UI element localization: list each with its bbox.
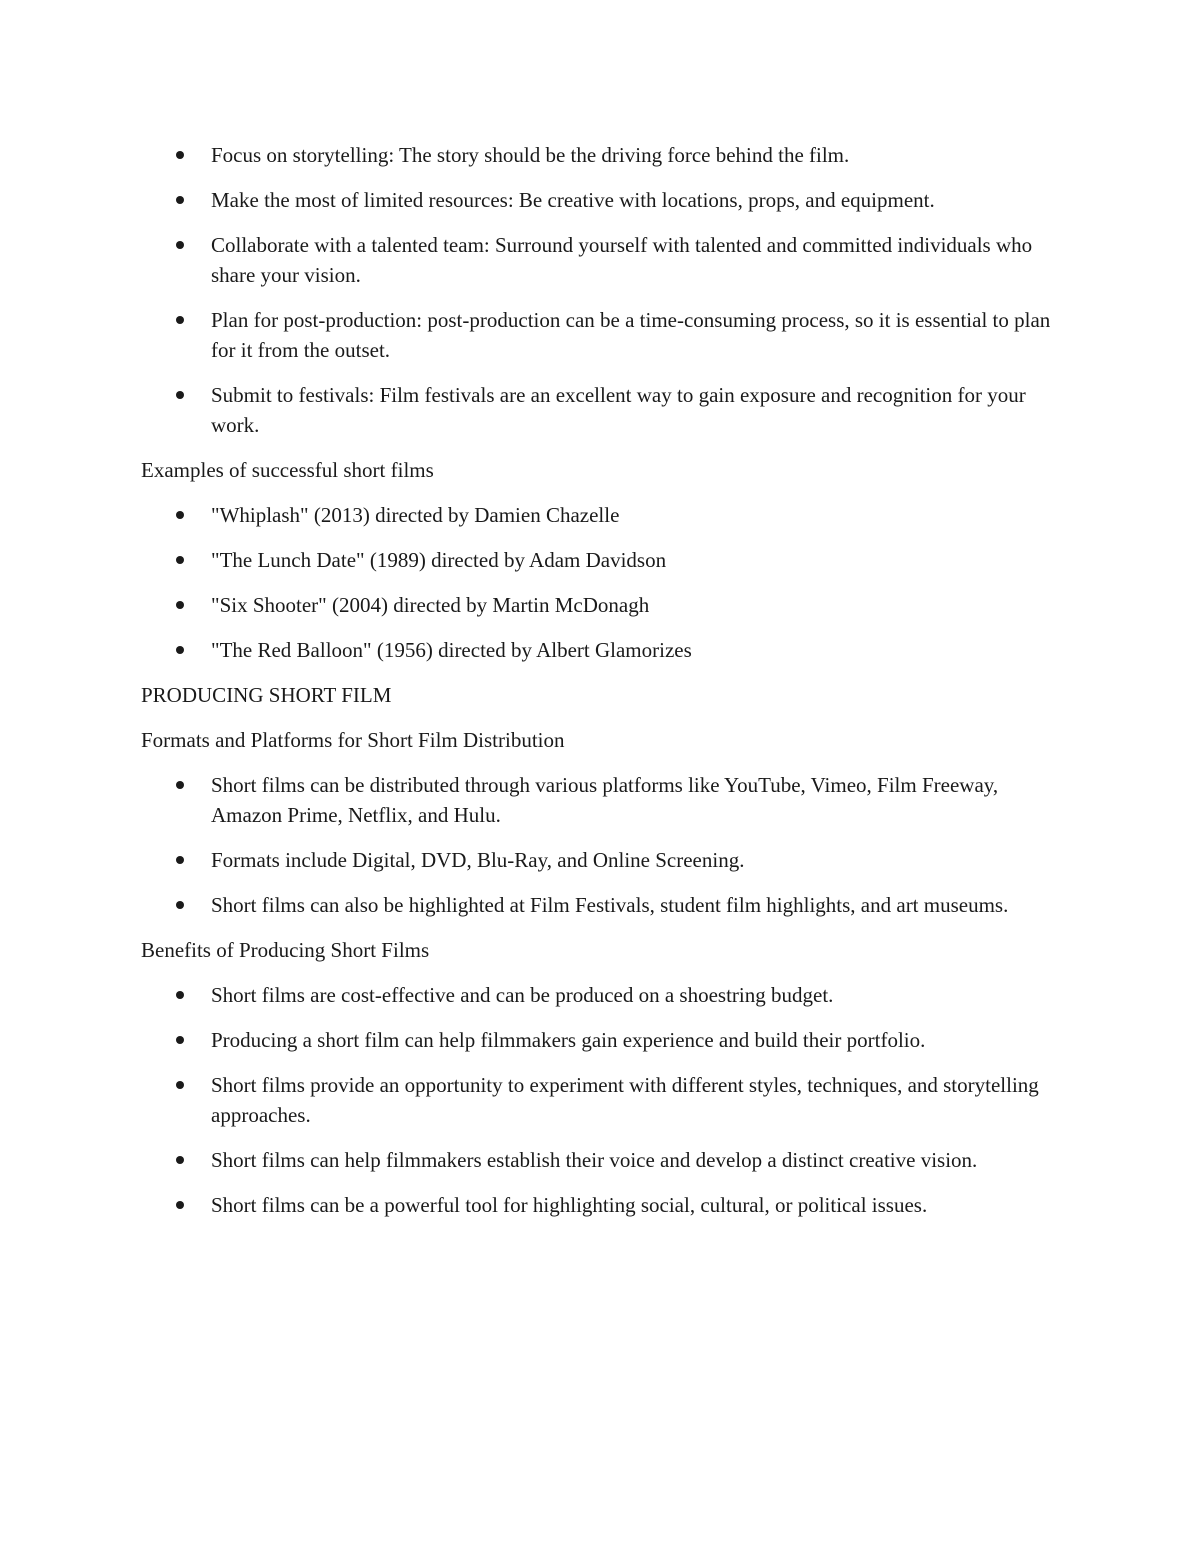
list-item-text: Focus on storytelling: The story should be the driving force behind the film. <box>211 143 850 167</box>
bullet-icon <box>176 391 184 399</box>
list-item <box>141 140 1061 170</box>
list-item-text: "Six Shooter" (2004) directed by Martin McDonagh <box>211 593 650 617</box>
list-item <box>141 545 1061 575</box>
list-item <box>141 1145 1061 1175</box>
list-item-text: Short films provide an opportunity to experiment with different styles, techniques, and storytelling approaches. <box>211 1073 1039 1127</box>
bullet-icon <box>176 241 184 249</box>
list-item-text: "The Red Balloon" (1956) directed by Albert Glamorizes <box>211 638 692 662</box>
bullet-icon <box>176 646 184 654</box>
list-item-text: Collaborate with a talented team: Surround yourself with talented and committed individuals who share your vision. <box>211 233 1033 287</box>
bullet-icon <box>176 901 184 909</box>
list-item-text: Short films can be a powerful tool for highlighting social, cultural, or political issues. <box>211 1193 928 1217</box>
bullet-icon <box>176 991 184 999</box>
list-item-text: Make the most of limited resources: Be creative with locations, props, and equipment. <box>211 188 935 212</box>
bullet-icon <box>176 316 184 324</box>
bullet-icon <box>176 556 184 564</box>
list-item-text: Short films can also be highlighted at Film Festivals, student film highlights, and art museums. <box>211 893 1009 917</box>
bullet-icon <box>176 781 184 789</box>
list-item-text: Formats include Digital, DVD, Blu-Ray, and Online Screening. <box>211 848 745 872</box>
list-item <box>141 500 1061 530</box>
list-item <box>141 185 1061 215</box>
formats-list <box>141 770 1061 920</box>
list-item-text: Submit to festivals: Film festivals are an excellent way to gain exposure and recognition for your work. <box>211 383 1026 437</box>
list-item-text: Short films are cost-effective and can be produced on a shoestring budget. <box>211 983 834 1007</box>
section-heading-producing: PRODUCING SHORT FILM <box>141 683 392 707</box>
bullet-icon <box>176 1081 184 1089</box>
list-item-text: "Whiplash" (2013) directed by Damien Chazelle <box>211 503 620 527</box>
list-item <box>141 635 1061 665</box>
section-heading-examples: Examples of successful short films <box>141 458 434 482</box>
list-item <box>141 590 1061 620</box>
tips-list <box>141 140 1061 440</box>
list-item <box>141 1070 1061 1130</box>
list-item <box>141 230 1061 290</box>
list-item <box>141 305 1061 365</box>
bullet-icon <box>176 601 184 609</box>
list-item <box>141 980 1061 1010</box>
list-item <box>141 1025 1061 1055</box>
bullet-icon <box>176 511 184 519</box>
list-item <box>141 770 1061 830</box>
bullet-icon <box>176 151 184 159</box>
examples-list <box>141 500 1061 665</box>
list-item-text: Short films can help filmmakers establish their voice and develop a distinct creative vision. <box>211 1148 978 1172</box>
bullet-icon <box>176 1201 184 1209</box>
section-heading-benefits: Benefits of Producing Short Films <box>141 938 430 962</box>
list-item <box>141 890 1061 920</box>
list-item-text: Producing a short film can help filmmakers gain experience and build their portfolio. <box>211 1028 926 1052</box>
list-item-text: Short films can be distributed through various platforms like YouTube, Vimeo, Film Freeway, Amazon Prime, Netflix, and Hulu. <box>211 773 999 827</box>
list-item <box>141 845 1061 875</box>
section-heading-formats: Formats and Platforms for Short Film Distribution <box>141 728 565 752</box>
bullet-icon <box>176 1156 184 1164</box>
list-item <box>141 1190 1061 1220</box>
list-item-text: "The Lunch Date" (1989) directed by Adam Davidson <box>211 548 667 572</box>
bullet-icon <box>176 196 184 204</box>
list-item-text: Plan for post-production: post-production can be a time-consuming process, so it is essential to plan for it from the outset. <box>211 308 1051 362</box>
benefits-list <box>141 980 1061 1220</box>
bullet-icon <box>176 856 184 864</box>
list-item <box>141 380 1061 440</box>
bullet-icon <box>176 1036 184 1044</box>
document-body <box>141 140 1061 1235</box>
